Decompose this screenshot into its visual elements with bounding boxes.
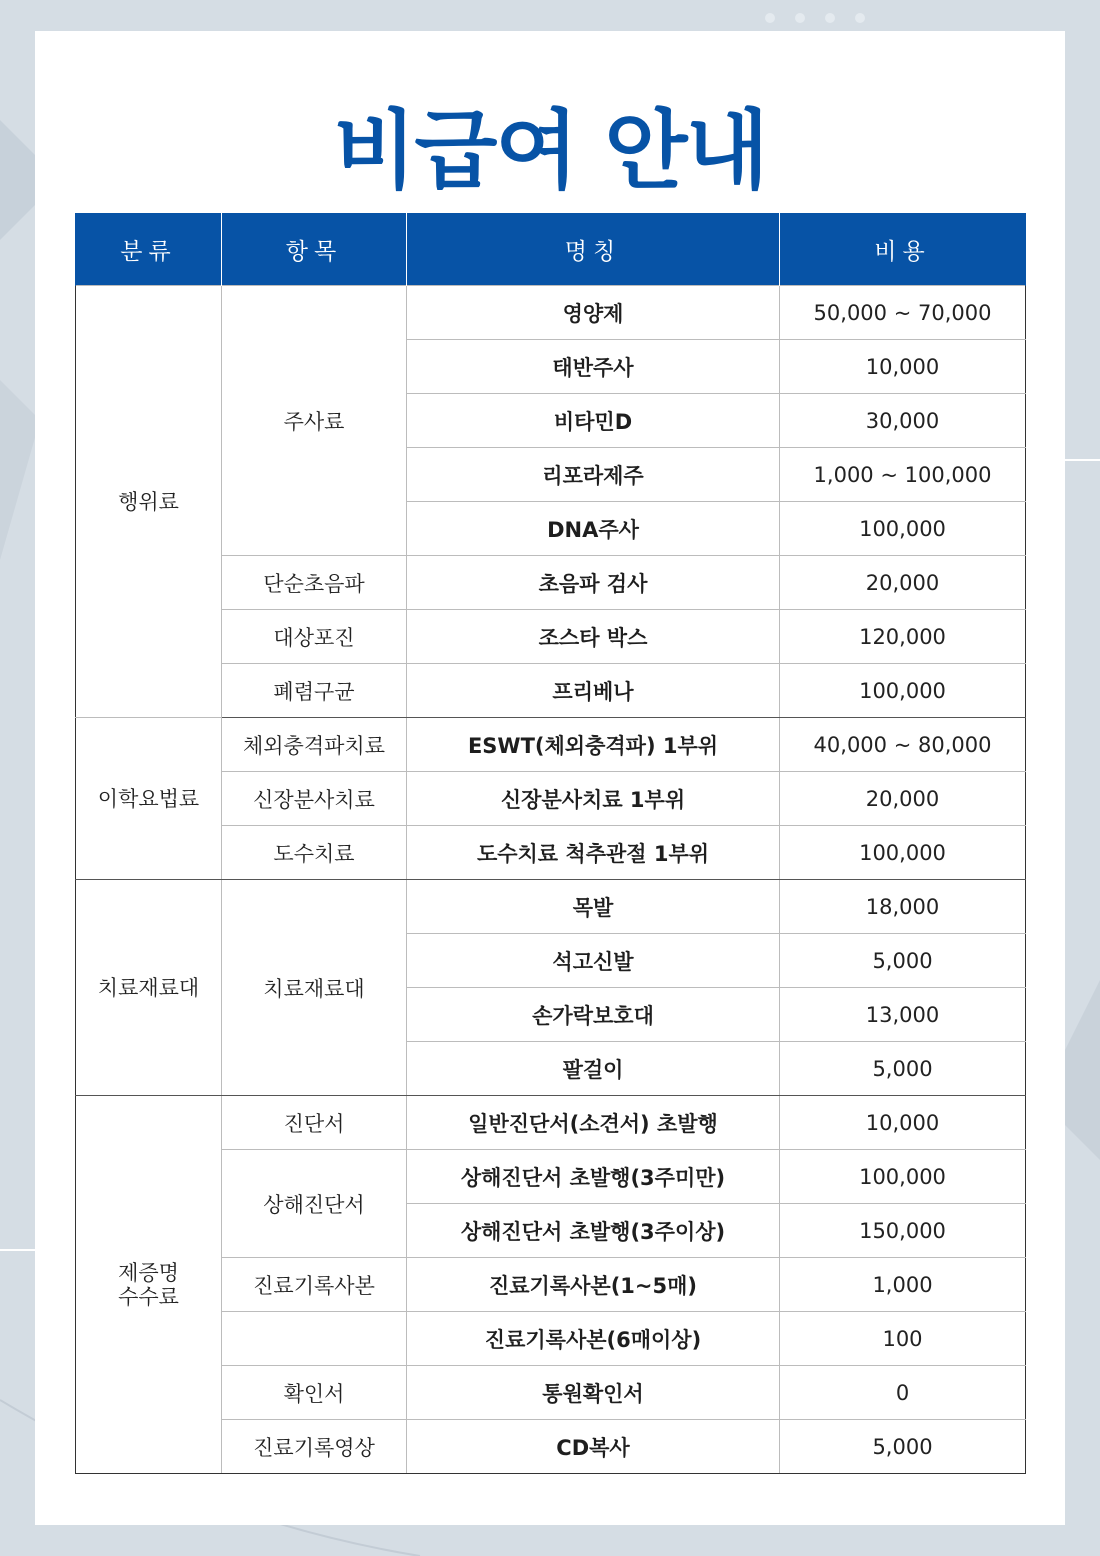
- category-cell: 치료재료대: [76, 880, 222, 1096]
- table-row: [76, 286, 1026, 340]
- cost-cell: 100,000: [780, 826, 1026, 880]
- name-cell: DNA주사: [407, 502, 780, 556]
- category-cell: 행위료: [76, 286, 222, 718]
- cost-cell: 5,000: [780, 1042, 1026, 1096]
- name-cell: ESWT(체외충격파) 1부위: [407, 718, 780, 772]
- item-cell: 신장분사치료: [222, 772, 407, 826]
- cost-cell: 100,000: [780, 502, 1026, 556]
- name-cell: 일반진단서(소견서) 초발행: [407, 1096, 780, 1150]
- name-cell: 상해진단서 초발행(3주미만): [407, 1150, 780, 1204]
- header-name: 명칭: [407, 213, 780, 286]
- header-item: 항목: [222, 213, 407, 286]
- item-cell: 도수치료: [222, 826, 407, 880]
- name-cell: 목발: [407, 880, 780, 934]
- cost-cell: 40,000 ~ 80,000: [780, 718, 1026, 772]
- item-cell: 상해진단서: [222, 1150, 407, 1258]
- item-cell: 폐렴구균: [222, 664, 407, 718]
- item-cell: 진료기록영상: [222, 1420, 407, 1474]
- table-row: [76, 880, 1026, 934]
- notice-card: [35, 31, 1065, 1525]
- header-cost: 비용: [780, 213, 1026, 286]
- cost-cell: 0: [780, 1366, 1026, 1420]
- table-header-row: [76, 213, 1026, 286]
- cost-cell: 1,000 ~ 100,000: [780, 448, 1026, 502]
- name-cell: 상해진단서 초발행(3주이상): [407, 1204, 780, 1258]
- page-title: 비급여 안내: [333, 101, 767, 201]
- item-cell-empty: [222, 1312, 407, 1366]
- cost-cell: 20,000: [780, 772, 1026, 826]
- cost-cell: 10,000: [780, 340, 1026, 394]
- header-category: 분류: [76, 213, 222, 286]
- cost-cell: 150,000: [780, 1204, 1026, 1258]
- name-cell: 손가락보호대: [407, 988, 780, 1042]
- name-cell: 도수치료 척추관절 1부위: [407, 826, 780, 880]
- name-cell: 리포라제주: [407, 448, 780, 502]
- category-cell: 제증명 수수료: [76, 1096, 222, 1474]
- name-cell: 통원확인서: [407, 1366, 780, 1420]
- cost-cell: 100,000: [780, 664, 1026, 718]
- name-cell: 진료기록사본(6매이상): [407, 1312, 780, 1366]
- name-cell: 초음파 검사: [407, 556, 780, 610]
- item-cell: 체외충격파치료: [222, 718, 407, 772]
- item-cell: 확인서: [222, 1366, 407, 1420]
- cost-cell: 10,000: [780, 1096, 1026, 1150]
- item-cell: 주사료: [222, 286, 407, 556]
- table-row: [76, 718, 1026, 772]
- cost-cell: 5,000: [780, 1420, 1026, 1474]
- item-cell: 대상포진: [222, 610, 407, 664]
- name-cell: 비타민D: [407, 394, 780, 448]
- item-cell: 진단서: [222, 1096, 407, 1150]
- table-row: [76, 1096, 1026, 1150]
- name-cell: 석고신발: [407, 934, 780, 988]
- name-cell: 진료기록사본(1~5매): [407, 1258, 780, 1312]
- cost-cell: 5,000: [780, 934, 1026, 988]
- cost-cell: 20,000: [780, 556, 1026, 610]
- name-cell: 신장분사치료 1부위: [407, 772, 780, 826]
- cost-cell: 100: [780, 1312, 1026, 1366]
- name-cell: 영양제: [407, 286, 780, 340]
- name-cell: CD복사: [407, 1420, 780, 1474]
- cost-cell: 120,000: [780, 610, 1026, 664]
- cost-cell: 100,000: [780, 1150, 1026, 1204]
- name-cell: 팔걸이: [407, 1042, 780, 1096]
- cost-cell: 1,000: [780, 1258, 1026, 1312]
- cost-cell: 13,000: [780, 988, 1026, 1042]
- cost-cell: 18,000: [780, 880, 1026, 934]
- category-cell: 이학요법료: [76, 718, 222, 880]
- cost-cell: 30,000: [780, 394, 1026, 448]
- item-cell: 단순초음파: [222, 556, 407, 610]
- price-table: [75, 213, 1026, 1474]
- name-cell: 조스타 박스: [407, 610, 780, 664]
- item-cell: 진료기록사본: [222, 1258, 407, 1312]
- item-cell: 치료재료대: [222, 880, 407, 1096]
- name-cell: 프리베나: [407, 664, 780, 718]
- cost-cell: 50,000 ~ 70,000: [780, 286, 1026, 340]
- name-cell: 태반주사: [407, 340, 780, 394]
